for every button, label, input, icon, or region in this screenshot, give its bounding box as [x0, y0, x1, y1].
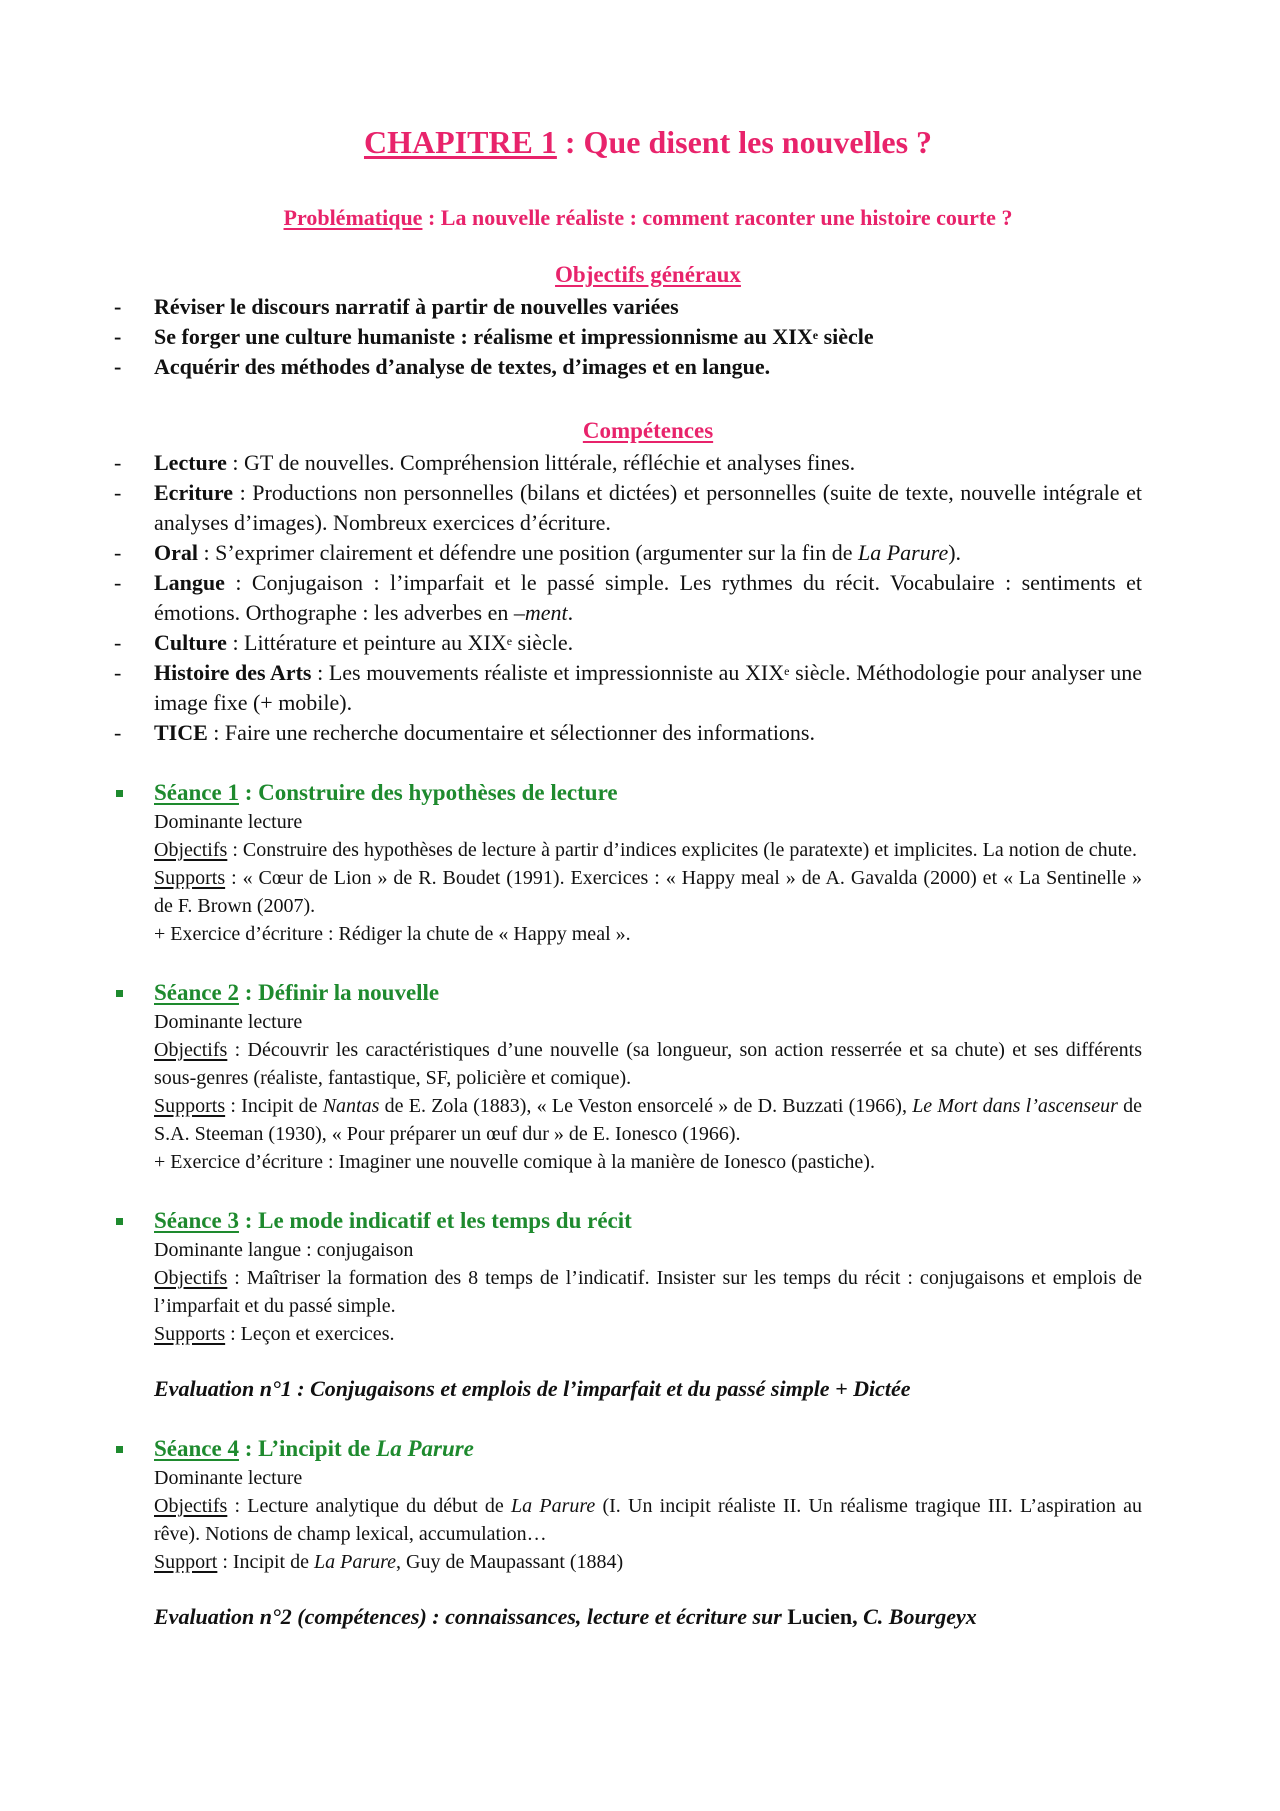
list-item: - Ecriture : Productions non personnelles (bilans et dictées) et personnelles (suite de texte, nouvelle intégrale et analyses d’images). Nombreux exercices d’écriture.	[114, 480, 1142, 535]
seance-title: Séance 1 : Construire des hypothèses de lecture	[154, 780, 618, 805]
seance-1	[154, 778, 1142, 948]
seance-objectifs: Objectifs : Lecture analytique du début de La Parure (I. Un incipit réaliste II. Un réalisme tragique III. L’aspiration au rêve). Notions de champ lexical, accumulation…	[154, 1495, 1143, 1545]
list-item: - TICE : Faire une recherche documentaire et sélectionner des informations.	[114, 720, 815, 745]
list-item: - Acquérir des méthodes d’analyse de textes, d’images et en langue.	[114, 354, 771, 379]
seance-4	[154, 1434, 1142, 1576]
seance-supports: Supports : Incipit de Nantas de E. Zola (1883), « Le Veston ensorcelé » de D. Buzzati (1966), Le Mort dans l’ascenseur de S.A. Steeman (1930), « Pour préparer un œuf dur » de E. Ionesco (1966).	[154, 1095, 1143, 1145]
seance-title: Séance 2 : Définir la nouvelle	[154, 980, 440, 1005]
seance-objectifs: Objectifs : Construire des hypothèses de lecture à partir d’indices explicites (le paratexte) et implicites. La notion de chute.	[154, 839, 1137, 861]
seance-dominante: Dominante langue : conjugaison	[154, 1239, 414, 1261]
bullet-square-icon	[116, 1218, 123, 1225]
chapter-title-text: : Que disent les nouvelles ?	[556, 124, 933, 160]
bullet-square-icon	[116, 1446, 123, 1453]
problematique-text: : La nouvelle réaliste : comment raconter une histoire courte ?	[422, 205, 1013, 230]
evaluation-2: Evaluation n°2 (compétences) : connaissances, lecture et écriture sur Lucien, C. Bourgeyx	[154, 1604, 977, 1629]
chapter-label: CHAPITRE 1	[363, 124, 557, 160]
seance-exercice: + Exercice d’écriture : Imaginer une nouvelle comique à la manière de Ionesco (pastiche).	[154, 1151, 875, 1173]
seance-3	[154, 1206, 1142, 1348]
bullet-square-icon	[116, 990, 123, 997]
seance-supports: Supports : « Cœur de Lion » de R. Boudet (1991). Exercices : « Happy meal » de A. Gavalda (2000) et « La Sentinelle » de F. Brown (2007).	[154, 867, 1142, 917]
seance-exercice: + Exercice d’écriture : Rédiger la chute de « Happy meal ».	[154, 923, 631, 945]
seance-supports: Supports : Leçon et exercices.	[154, 1323, 395, 1345]
problematique	[154, 204, 1142, 232]
chapter-title	[154, 122, 1142, 162]
seance-objectifs: Objectifs : Découvrir les caractéristiques d’une nouvelle (sa longueur, son action resserrée et sa chute) et ses différents sous-genres (réaliste, fantastique, SF, policière et comique).	[154, 1039, 1142, 1089]
evaluation-1: Evaluation n°1 : Conjugaisons et emplois de l’imparfait et du passé simple + Dictée	[154, 1376, 911, 1401]
objectifs-list	[114, 292, 1142, 382]
list-item: - Oral : S’exprimer clairement et défendre une position (argumenter sur la fin de La Parure).	[114, 540, 962, 565]
list-item: - Histoire des Arts : Les mouvements réaliste et impressionniste au XIXe siècle. Méthodologie pour analyser une image fixe (+ mobile).	[114, 660, 1142, 715]
list-item: - Se forger une culture humaniste : réalisme et impressionnisme au XIXe siècle	[114, 324, 874, 349]
competences-title: Compétences	[582, 418, 714, 443]
seance-dominante: Dominante lecture	[154, 1011, 303, 1033]
seance-title: Séance 3 : Le mode indicatif et les temps du récit	[154, 1208, 632, 1233]
seance-dominante: Dominante lecture	[154, 1467, 303, 1489]
list-item: - Lecture : GT de nouvelles. Compréhension littérale, réfléchie et analyses fines.	[114, 450, 856, 475]
seance-objectifs: Objectifs : Maîtriser la formation des 8 temps de l’indicatif. Insister sur les temps du récit : conjugaisons et emplois de l’imparfait et du passé simple.	[154, 1267, 1142, 1317]
seance-title: Séance 4 : L’incipit de La Parure	[154, 1436, 474, 1461]
seance-supports: Support : Incipit de La Parure, Guy de Maupassant (1884)	[154, 1551, 624, 1573]
problematique-label: Problématique	[283, 205, 423, 230]
list-item: - Langue : Conjugaison : l’imparfait et le passé simple. Les rythmes du récit. Vocabulaire : sentiments et émotions. Orthographe : les adverbes en –ment.	[114, 570, 1142, 625]
list-item: - Réviser le discours narratif à partir de nouvelles variées	[114, 294, 679, 319]
list-item: - Culture : Littérature et peinture au XIXe siècle.	[114, 630, 574, 655]
bullet-square-icon	[116, 790, 123, 797]
seance-2	[154, 978, 1142, 1176]
seance-dominante: Dominante lecture	[154, 811, 303, 833]
objectifs-title: Objectifs généraux	[555, 262, 741, 287]
competences-list	[114, 448, 1142, 748]
